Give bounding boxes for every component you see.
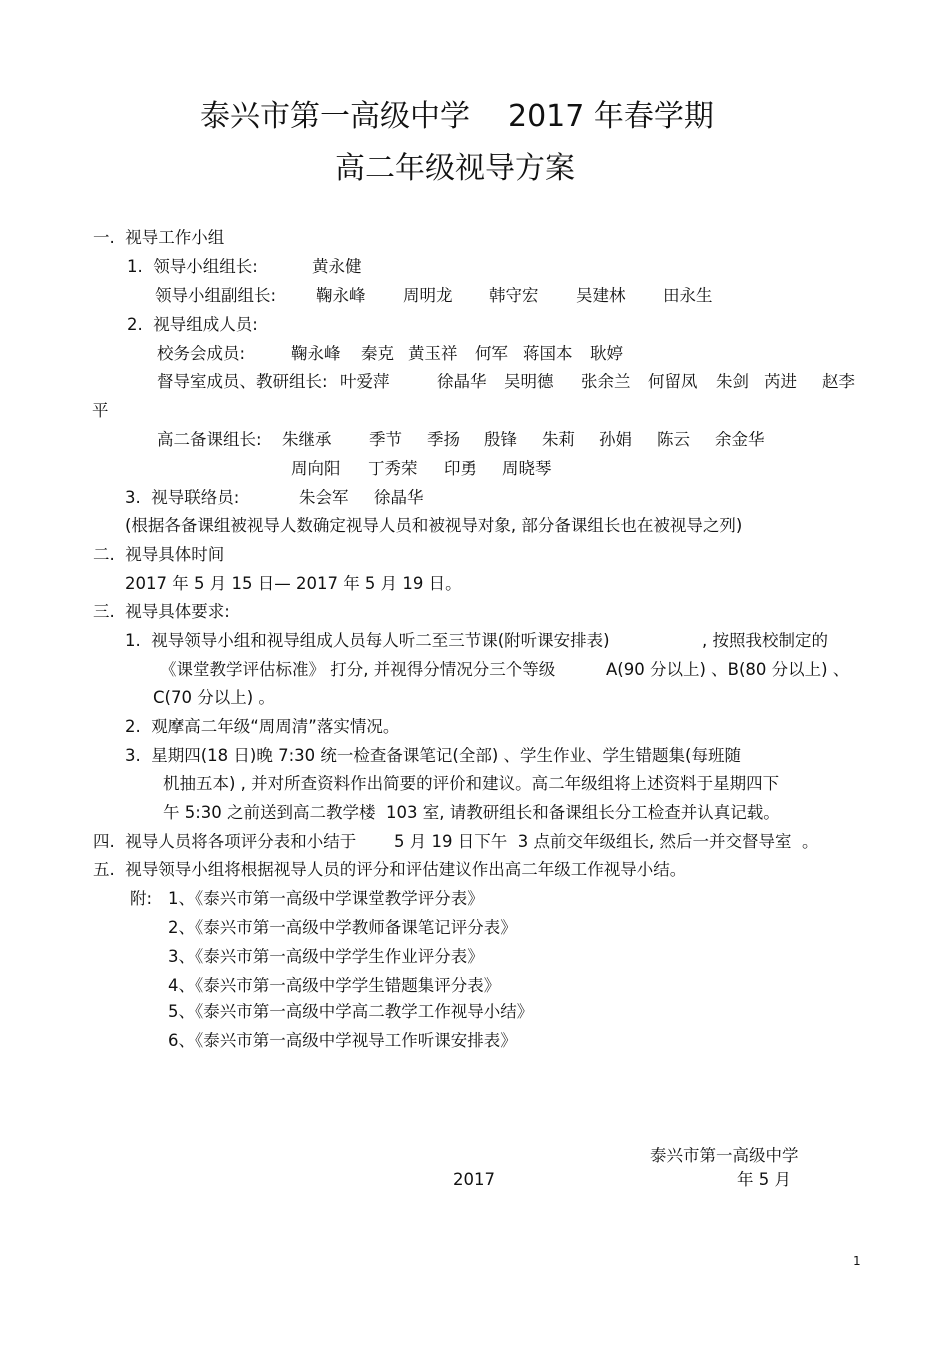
requirement-2: 2. 观摩高二年级“周周清”落实情况。 (125, 717, 400, 736)
appendix-label: 附: (130, 889, 153, 908)
council-name: 耿婷 (590, 344, 623, 363)
vice-leader-name: 吴建林 (576, 286, 626, 305)
requirement-1-line-3: C(70 分以上) 。 (153, 688, 275, 707)
title-term: 2017 年春学期 (508, 99, 714, 134)
supervisor-name-wrap: 平 (92, 401, 109, 420)
vice-leader-name: 韩守宏 (489, 286, 539, 305)
liaison-name: 朱会军 (299, 488, 349, 507)
requirement-1: 1. 视导领导小组和视导组成人员每人听二至三节课(附听课安排表) (125, 631, 610, 650)
grade-leader-name: 孙娟 (599, 430, 632, 449)
vice-leader-name: 周明龙 (403, 286, 453, 305)
council-name: 秦克 (361, 344, 394, 363)
page-number: 1 (853, 1254, 861, 1268)
grade-leader-name: 朱莉 (542, 430, 575, 449)
signature-school: 泰兴市第一高级中学 (650, 1146, 799, 1165)
grade-leader-name: 陈云 (657, 430, 690, 449)
grade-leader-name: 季节 (369, 430, 402, 449)
council-name: 蒋国本 (523, 344, 573, 363)
title-line-1 (200, 98, 714, 136)
section-1-heading: 一. 视导工作小组 (93, 228, 225, 247)
appendix-item: 5、《泰兴市第一高级中学高二教学工作视导小结》 (168, 1002, 534, 1021)
requirement-1-grades: A(90 分以上) 、B(80 分以上) 、 (606, 660, 850, 679)
vice-leader-name: 鞠永峰 (316, 286, 366, 305)
vice-leader-name: 田永生 (663, 286, 713, 305)
requirement-3-line-2: 机抽五本) , 并对所查资料作出简要的评价和建议。高二年级组将上述资料于星期四下 (163, 774, 780, 793)
title-school: 泰兴市第一高级中学 (200, 99, 470, 134)
requirement-1-cont: , 按照我校制定的 (702, 631, 828, 650)
leader-label: 1. 领导小组组长: (127, 257, 258, 276)
supervisor-name: 朱剑 (716, 372, 749, 391)
council-name: 鞠永峰 (291, 344, 341, 363)
leader-name: 黄永健 (312, 257, 362, 276)
requirement-3: 3. 星期四(18 日)晚 7:30 统一检查备课笔记(全部) 、学生作业、学生错题集(每班随 (125, 746, 741, 765)
supervisor-name: 赵李 (822, 372, 855, 391)
vice-leader-label: 领导小组副组长: (155, 286, 277, 305)
liaison-name: 徐晶华 (374, 488, 424, 507)
supervisor-name: 何留凤 (648, 372, 698, 391)
requirement-3-line-3: 午 5:30 之前送到高二教学楼 103 室, 请教研组长和备课组长分工检查并认真记载。 (163, 803, 780, 822)
section-4: 四. 视导人员将各项评分表和小结于 (93, 832, 357, 851)
grade-leader-name: 丁秀荣 (368, 459, 418, 478)
grade-leader-name: 朱继承 (282, 430, 332, 449)
section-3-heading: 三. 视导具体要求: (93, 602, 230, 621)
grade-leader-name: 周晓琴 (502, 459, 552, 478)
supervisor-name: 叶爱萍 (340, 372, 390, 391)
grade-leaders-label: 高二备课组长: (157, 430, 262, 449)
inspection-dates: 2017 年 5 月 15 日— 2017 年 5 月 19 日。 (125, 574, 462, 593)
grade-leader-name: 印勇 (444, 459, 477, 478)
section-2-heading: 二. 视导具体时间 (93, 545, 225, 564)
title-line-2: 高二年级视导方案 (335, 151, 575, 186)
supervisor-name: 徐晶华 (437, 372, 487, 391)
supervisor-name: 芮进 (764, 372, 797, 391)
liaison-label: 3. 视导联络员: (125, 488, 240, 507)
supervisor-name: 吴明德 (504, 372, 554, 391)
section-4-cont: 5 月 19 日下午 3 点前交年级组长, 然后一并交督导室 。 (394, 832, 819, 851)
requirement-1-line-2: 《课堂教学评估标准》 打分, 并视得分情况分三个等级 (160, 660, 556, 679)
appendix-item: 6、《泰兴市第一高级中学视导工作听课安排表》 (168, 1031, 517, 1050)
supervisor-label: 督导室成员、教研组长: (157, 372, 328, 391)
grade-leader-name: 周向阳 (291, 459, 341, 478)
grade-leader-name: 余金华 (715, 430, 765, 449)
council-label: 校务会成员: (157, 344, 246, 363)
signature-month: 年 5 月 (737, 1170, 791, 1189)
grade-leader-name: 殷锋 (484, 430, 517, 449)
section-1-note: (根据各备课组被视导人数确定视导人员和被视导对象, 部分备课组长也在被视导之列) (125, 516, 743, 535)
section-5: 五. 视导领导小组将根据视导人员的评分和评估建议作出高二年级工作视导小结。 (93, 860, 687, 879)
appendix-item: 3、《泰兴市第一高级中学学生作业评分表》 (168, 947, 484, 966)
appendix-item: 2、《泰兴市第一高级中学教师备课笔记评分表》 (168, 918, 517, 937)
council-name: 何军 (475, 344, 508, 363)
supervisor-name: 张余兰 (581, 372, 631, 391)
signature-year: 2017 (453, 1170, 495, 1189)
council-name: 黄玉祥 (408, 344, 458, 363)
appendix-item: 1、《泰兴市第一高级中学课堂教学评分表》 (168, 889, 484, 908)
members-label: 2. 视导组成人员: (127, 315, 258, 334)
grade-leader-name: 季扬 (427, 430, 460, 449)
appendix-item: 4、《泰兴市第一高级中学学生错题集评分表》 (168, 976, 501, 995)
